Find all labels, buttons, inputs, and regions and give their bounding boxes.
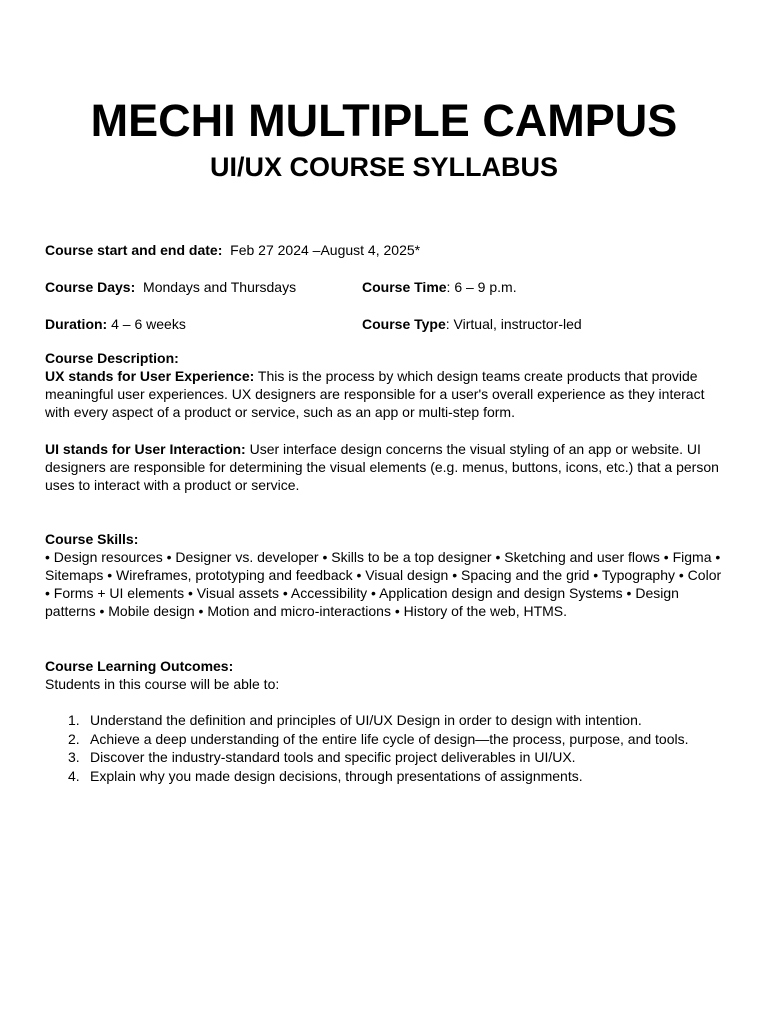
- list-item-text: Discover the industry-standard tools and specific project deliverables in UI/UX.: [90, 749, 576, 765]
- list-item: [45, 748, 729, 767]
- course-type-value: : Virtual, instructor-led: [445, 316, 582, 332]
- outcomes-intro: Students in this course will be able to:: [45, 676, 280, 692]
- course-time: [362, 278, 517, 296]
- skills-text: • Design resources • Designer vs. developer • Skills to be a top designer • Sketching and user flows • Figma • Sitemaps • Wireframes, prototyping and feedback • Visual design • Spacing and the grid • Typography • Color • Forms + UI elements • Visual assets • Accessibility • Application design and design Systems • Design patterns • Mobile design • Motion and micro-interactions • History of the web, HTMS.: [45, 549, 722, 619]
- list-item: [45, 730, 729, 749]
- list-item-number: 2.: [68, 730, 80, 747]
- course-days-value: Mondays and Thursdays: [143, 279, 297, 295]
- learning-outcomes: [45, 657, 729, 693]
- list-item-number: 4.: [68, 767, 80, 784]
- ui-paragraph: [45, 440, 729, 494]
- description-heading: Course Description:: [45, 350, 179, 366]
- list-item: [45, 711, 729, 730]
- course-duration-label: Duration:: [45, 316, 108, 332]
- page-title: MECHI MULTIPLE CAMPUS: [90, 95, 678, 146]
- ux-label: UX stands for User Experience:: [45, 368, 255, 384]
- list-item-number: 1.: [68, 712, 80, 728]
- course-description: [45, 349, 729, 421]
- list-item-number: 3.: [68, 749, 80, 765]
- ui-description: [45, 440, 729, 494]
- course-type: [362, 315, 582, 333]
- course-dates-label: Course start and end date:: [45, 242, 223, 258]
- course-days: [45, 278, 296, 296]
- course-dates-value: Feb 27 2024 –August 4, 2025*: [230, 242, 421, 258]
- course-duration-value: 4 – 6 weeks: [107, 316, 186, 332]
- list-item: [45, 767, 729, 786]
- course-time-value: : 6 – 9 p.m.: [446, 279, 517, 295]
- outcomes-list: [45, 711, 729, 785]
- course-duration: [45, 315, 186, 333]
- course-skills: [45, 530, 729, 620]
- ui-label: UI stands for User Interaction:: [45, 441, 246, 457]
- course-dates: [45, 241, 420, 259]
- course-time-label: Course Time: [362, 279, 447, 295]
- ui-text: User interface design concerns the visual styling of an app or website. UI designers are responsible for determining the visual elements (e.g. menus, buttons, icons, etc.) that a person uses to interact with a product or service.: [45, 441, 719, 493]
- outcomes-heading: Course Learning Outcomes:: [45, 658, 234, 674]
- ux-text: This is the process by which design teams create products that provide meaningful user experiences. UX designers are responsible for a user's overall experience as they interact with every aspect of a product or service, such as an app or multi-step form.: [45, 368, 705, 420]
- course-type-label: Course Type: [362, 316, 446, 332]
- list-item-text: Achieve a deep understanding of the entire life cycle of design—the process, purpose, and tools.: [90, 730, 689, 747]
- page-subtitle: UI/UX COURSE SYLLABUS: [209, 152, 559, 182]
- course-days-label: Course Days:: [45, 279, 136, 295]
- list-item-text: Understand the definition and principles of UI/UX Design in order to design with intention.: [90, 712, 642, 728]
- skills-heading: Course Skills:: [45, 531, 139, 547]
- list-item-text: Explain why you made design decisions, through presentations of assignments.: [90, 767, 583, 784]
- ux-paragraph: [45, 367, 729, 421]
